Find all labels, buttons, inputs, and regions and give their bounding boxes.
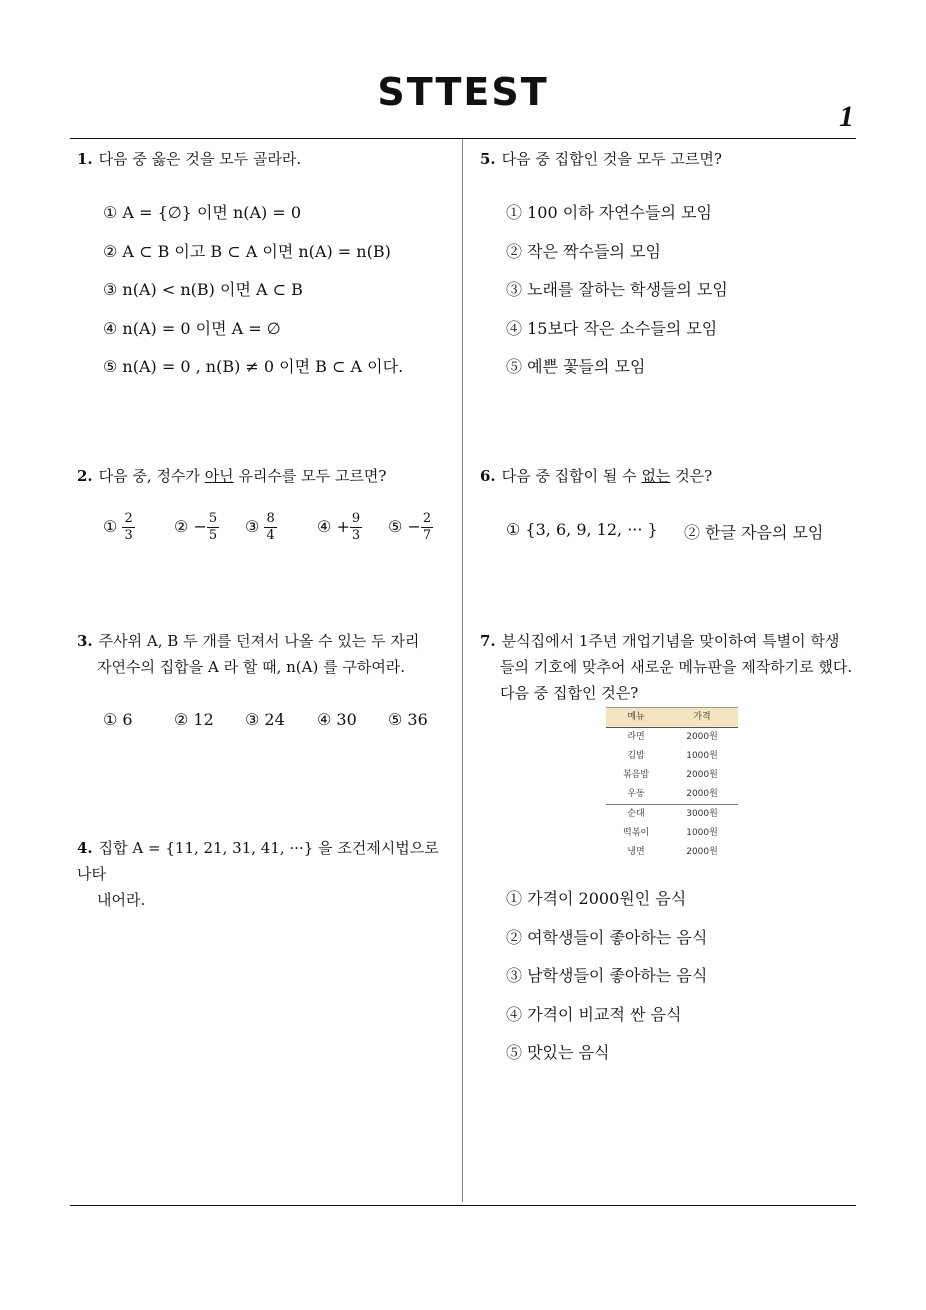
menu-item: 떡볶이 xyxy=(623,828,650,838)
top-rule xyxy=(70,138,856,139)
question-number: 3. xyxy=(77,632,93,650)
question-number: 6. xyxy=(480,467,496,485)
question-emphasis: 아닌 xyxy=(204,467,234,485)
q7-option-3[interactable]: ③ 남학생들이 좋아하는 음식 xyxy=(506,966,708,985)
numerator: 8 xyxy=(266,511,275,526)
numerator: 2 xyxy=(422,511,432,526)
question-text: 주사위 A, B 두 개를 던져서 나올 수 있는 두 자리 xyxy=(98,632,420,650)
denominator: 4 xyxy=(266,528,275,543)
menu-item: 냉면 xyxy=(627,847,645,857)
question-number: 2. xyxy=(77,467,93,485)
q2-option-4[interactable] xyxy=(317,511,362,544)
q3-option-3[interactable]: ③ 24 xyxy=(245,710,285,729)
question-text: 다음 중 집합이 될 수 xyxy=(501,467,642,485)
fraction xyxy=(264,511,276,544)
q5-option-3[interactable]: ③ 노래를 잘하는 학생들의 모임 xyxy=(506,280,728,299)
question-text: 내어라. xyxy=(97,891,146,909)
q1-option-5[interactable]: ⑤ n(A) = 0 , n(B) ≠ 0 이면 B ⊂ A 이다. xyxy=(103,357,404,376)
menu-price: 1000원 xyxy=(686,751,718,761)
question-number: 7. xyxy=(480,632,496,650)
table-row xyxy=(606,728,738,748)
menu-item: 순대 xyxy=(606,805,666,825)
q2-option-2[interactable] xyxy=(174,511,219,544)
column-header: 가격 xyxy=(666,708,738,728)
q1-option-3[interactable]: ③ n(A) < n(B) 이면 A ⊂ B xyxy=(103,280,303,299)
q7-option-1[interactable]: ① 가격이 2000원인 음식 xyxy=(506,889,687,908)
menu-price: 2000원 xyxy=(686,770,718,780)
question-4 xyxy=(77,835,457,913)
question-emphasis: 없는 xyxy=(641,467,671,485)
numerator: 5 xyxy=(208,511,218,526)
denominator: 7 xyxy=(422,528,432,543)
option-sign: + xyxy=(336,517,350,536)
q1-option-1[interactable]: ① A = {∅} 이면 n(A) = 0 xyxy=(103,203,302,222)
q5-option-1[interactable]: ① 100 이하 자연수들의 모임 xyxy=(506,203,712,222)
question-1 xyxy=(77,146,301,172)
q6-option-2[interactable]: ② 한글 자음의 모임 xyxy=(684,523,824,542)
menu-price: 2000원 xyxy=(686,847,718,857)
q7-option-5[interactable]: ⑤ 맛있는 음식 xyxy=(506,1043,610,1062)
table-row xyxy=(606,824,738,843)
q3-option-2[interactable]: ② 12 xyxy=(174,710,214,729)
numerator: 9 xyxy=(351,511,361,526)
fraction xyxy=(350,511,362,544)
question-text: 것은? xyxy=(670,467,713,485)
q2-option-5[interactable] xyxy=(388,511,433,544)
bottom-rule xyxy=(70,1205,856,1206)
question-text: 다음 중 집합인 것은? xyxy=(500,684,639,702)
denominator: 3 xyxy=(124,528,133,543)
q3-option-5[interactable]: ⑤ 36 xyxy=(388,710,428,729)
table-header-row xyxy=(606,708,738,728)
question-6 xyxy=(480,463,712,489)
question-text: 다음 중 집합인 것을 모두 고르면? xyxy=(501,150,722,168)
option-mark: ② xyxy=(174,517,189,536)
question-7 xyxy=(480,628,860,706)
question-5 xyxy=(480,146,722,172)
option-mark: ③ xyxy=(245,517,260,536)
q2-option-1[interactable] xyxy=(103,511,135,544)
column-divider xyxy=(462,139,463,1202)
q5-option-4[interactable]: ④ 15보다 작은 소수들의 모임 xyxy=(506,319,718,338)
option-sign: − xyxy=(407,517,421,536)
denominator: 3 xyxy=(351,528,361,543)
fraction xyxy=(207,511,219,544)
q2-option-3[interactable] xyxy=(245,511,277,544)
column-header: 메뉴 xyxy=(606,708,666,728)
menu-item: 볶음밥 xyxy=(623,770,650,780)
menu-price: 2000원 xyxy=(686,789,718,799)
question-text: 들의 기호에 맞추어 새로운 메뉴판을 제작하기로 했다. xyxy=(500,658,853,676)
question-text: 다음 중, 정수가 xyxy=(98,467,205,485)
table-row xyxy=(606,785,738,805)
question-number: 4. xyxy=(77,839,93,857)
menu-price: 1000원 xyxy=(686,828,718,838)
table-row xyxy=(606,843,738,862)
menu-price: 2000원 xyxy=(686,732,718,742)
option-mark: ① xyxy=(103,517,118,536)
option-sign: − xyxy=(193,517,207,536)
question-2 xyxy=(77,463,386,489)
q7-option-4[interactable]: ④ 가격이 비교적 싼 음식 xyxy=(506,1005,682,1024)
q3-option-4[interactable]: ④ 30 xyxy=(317,710,357,729)
page-title: STTEST xyxy=(377,70,549,114)
menu-item: 김밥 xyxy=(627,751,645,761)
question-text: 자연수의 집합을 A 라 할 때, n(A) 를 구하여라. xyxy=(97,658,406,676)
q5-option-2[interactable]: ② 작은 짝수들의 모임 xyxy=(506,242,661,261)
table-row xyxy=(606,805,738,825)
menu-price: 3000원 xyxy=(666,805,738,825)
fraction xyxy=(122,511,134,544)
q5-option-5[interactable]: ⑤ 예쁜 꽃들의 모임 xyxy=(506,357,646,376)
table-row xyxy=(606,747,738,766)
q1-option-2[interactable]: ② A ⊂ B 이고 B ⊂ A 이면 n(A) = n(B) xyxy=(103,242,391,261)
q6-option-1[interactable]: ① {3, 6, 9, 12, ··· } xyxy=(506,520,658,539)
numerator: 2 xyxy=(124,511,133,526)
question-number: 1. xyxy=(77,150,93,168)
question-text: 다음 중 옳은 것을 모두 골라라. xyxy=(98,150,302,168)
question-text: 집합 A = {11, 21, 31, 41, ···} 을 조건제시법으로 나타 xyxy=(77,839,439,883)
page-number: 1 xyxy=(839,100,854,133)
denominator: 5 xyxy=(208,528,218,543)
question-3 xyxy=(77,628,457,680)
option-mark: ④ xyxy=(317,517,332,536)
menu-table xyxy=(606,707,738,862)
q7-option-2[interactable]: ② 여학생들이 좋아하는 음식 xyxy=(506,928,708,947)
option-mark: ⑤ xyxy=(388,517,403,536)
question-text: 유리수를 모두 고르면? xyxy=(233,467,387,485)
fraction xyxy=(421,511,433,544)
question-text: 분식집에서 1주년 개업기념을 맞이하여 특별이 학생 xyxy=(501,632,840,650)
table-row xyxy=(606,766,738,785)
menu-item: 우동 xyxy=(627,789,645,799)
question-number: 5. xyxy=(480,150,496,168)
q3-option-1[interactable]: ① 6 xyxy=(103,710,133,729)
menu-item: 라면 xyxy=(627,732,645,742)
q1-option-4[interactable]: ④ n(A) = 0 이면 A = ∅ xyxy=(103,319,281,338)
